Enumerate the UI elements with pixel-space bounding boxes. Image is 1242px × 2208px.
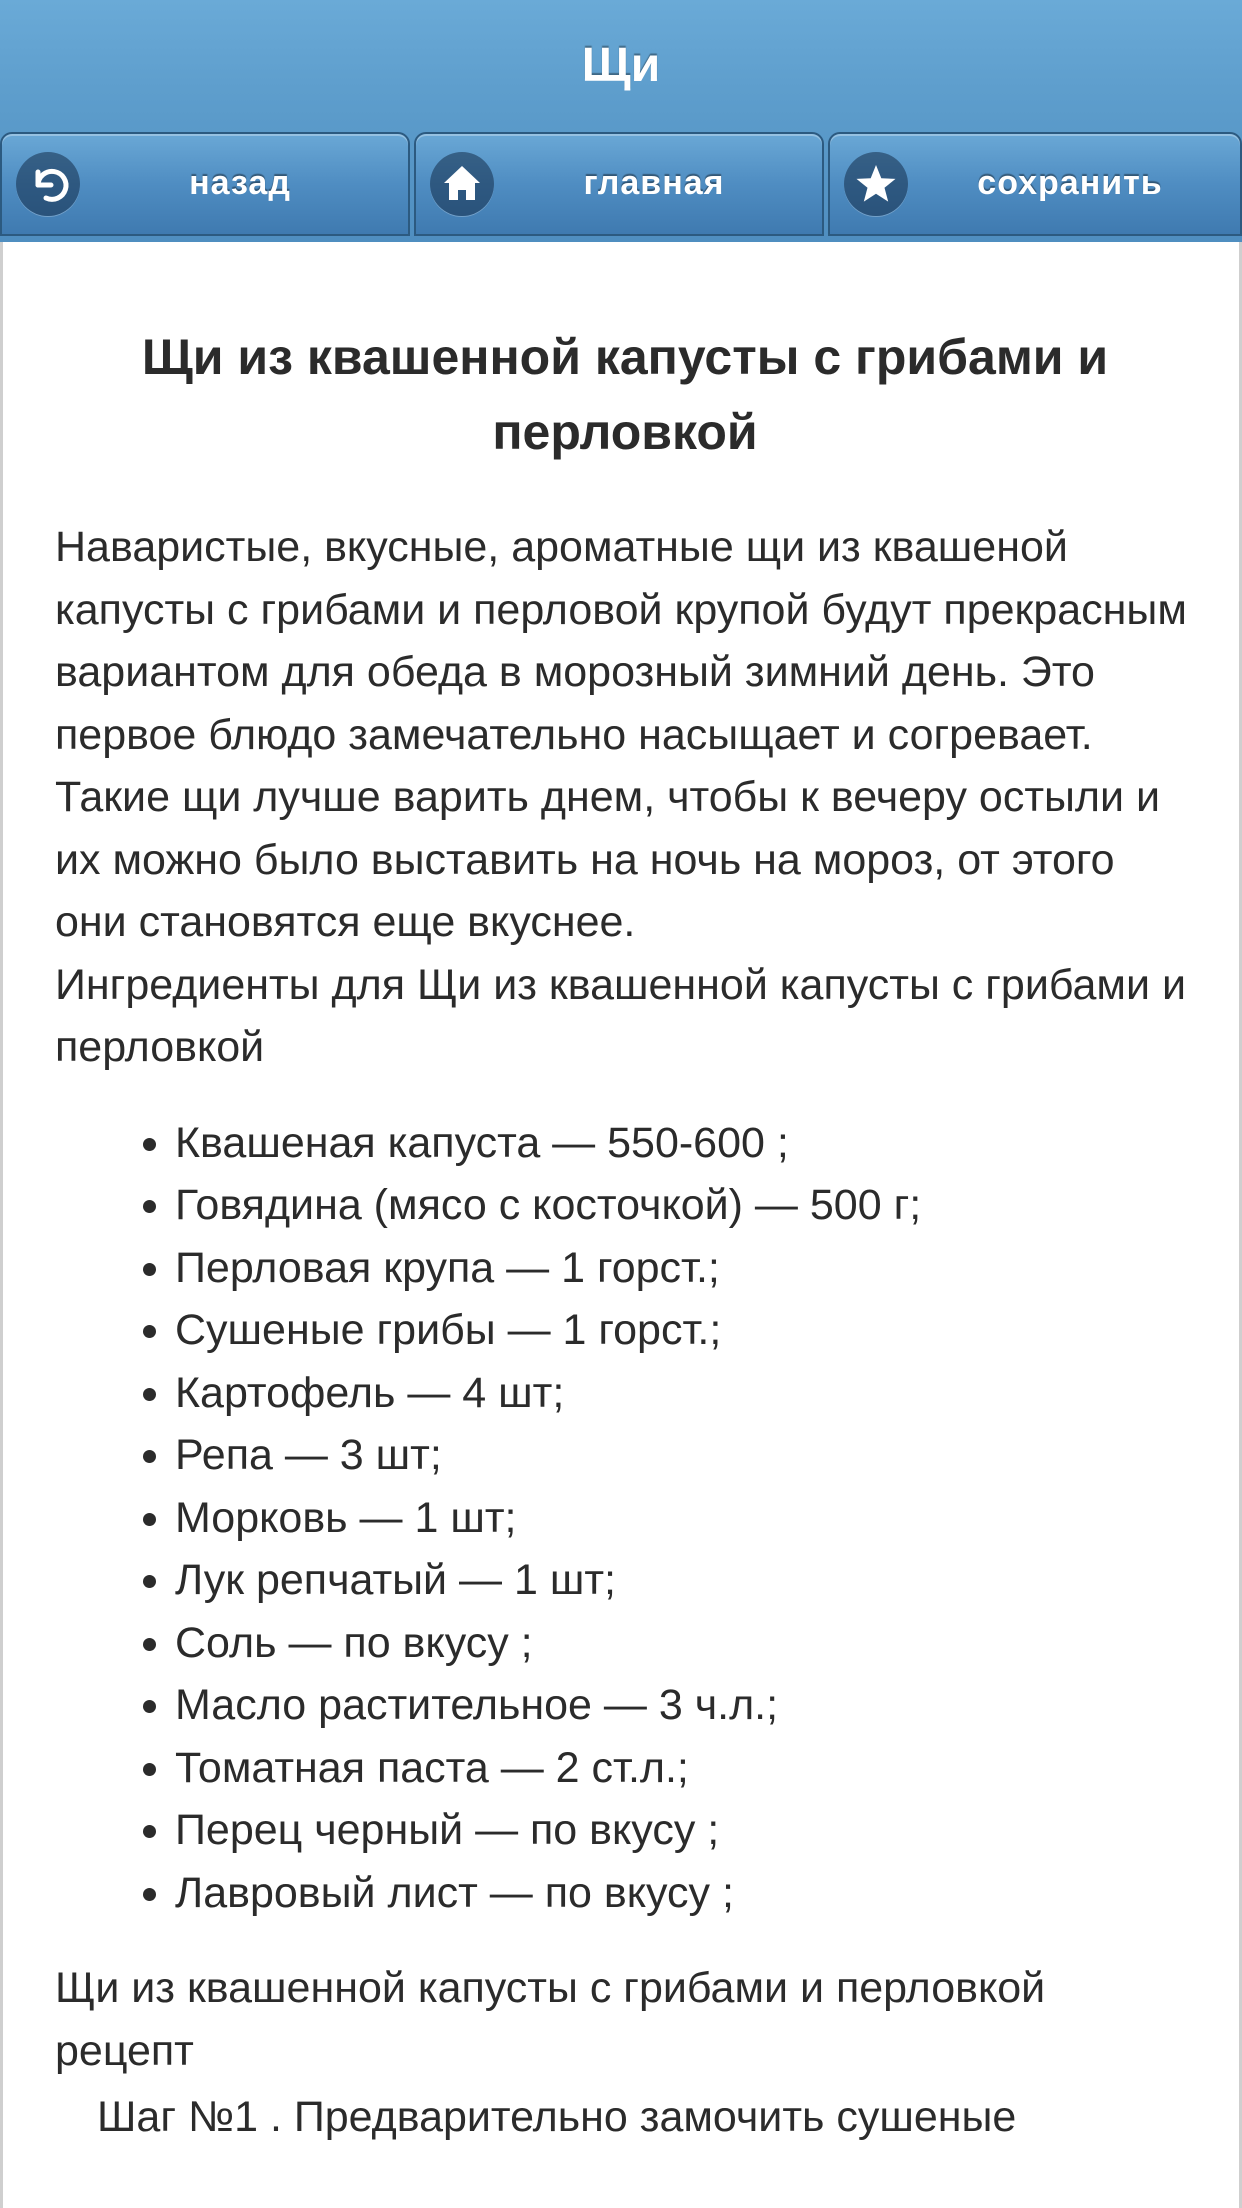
ingredient-item: • Масло растительное — 3 ч.л.; — [175, 1674, 1195, 1737]
ingredient-item: • Перец черный — по вкусу ; — [175, 1799, 1195, 1862]
ingredient-item: • Соль — по вкусу ; — [175, 1612, 1195, 1675]
ingredient-item: • Лавровый лист — по вкусу ; — [175, 1862, 1195, 1925]
page-title: Щи — [581, 39, 661, 92]
recipe-steps-heading: Щи из квашенной капусты с грибами и перловкой рецепт — [55, 1964, 1046, 2075]
save-button[interactable] — [828, 132, 1242, 236]
recipe-title: Щи из квашенной капусты с грибами и перловкой — [141, 329, 1109, 460]
ingredient-item: • Морковь — 1 шт; — [175, 1487, 1195, 1550]
save-button-label: сохранить — [977, 164, 1163, 202]
ingredient-item: • Лук репчатый — 1 шт; — [175, 1549, 1195, 1612]
ingredient-item: • Томатная паста — 2 ст.л.; — [175, 1737, 1195, 1800]
ingredients-heading: Ингредиенты для Щи из квашенной капусты с грибами и перловкой — [55, 960, 1186, 1071]
ingredient-item: • Репа — 3 шт; — [175, 1424, 1195, 1487]
recipe-step-1: Шаг №1 . Предварительно замочить сушеные — [97, 2093, 1017, 2141]
nav-bar — [0, 132, 1242, 238]
recipe-intro: Наваристые, вкусные, ароматные щи из квашеной капусты с грибами и перловой крупой будут прекрасным вариантом для обеда в морозный зимний день. Это первое блюдо замечательно насыщает и согревает. Такие щи лучше варить днем, чтобы к вечеру остыли и их можно было выставить на ночь на мороз, от этого они становятся еще вкуснее. — [55, 523, 1187, 946]
ingredient-item: • Говядина (мясо с косточкой) — 500 г; — [175, 1174, 1195, 1237]
ingredient-item: • Перловая крупа — 1 горст.; — [175, 1237, 1195, 1300]
article-body — [55, 242, 1195, 2149]
ingredient-item: • Картофель — 4 шт; — [175, 1362, 1195, 1425]
home-button-label: главная — [583, 164, 725, 202]
back-button-label: назад — [189, 164, 291, 202]
ingredient-item: • Сушеные грибы — 1 горст.; — [175, 1299, 1195, 1362]
ingredient-item: • Квашеная капуста — 550-600 ; — [175, 1112, 1195, 1175]
home-button[interactable] — [414, 132, 824, 236]
star-icon — [844, 152, 908, 216]
home-icon — [430, 152, 494, 216]
article-content — [0, 242, 1242, 2208]
ingredients-list — [55, 1112, 1195, 1925]
header-bar — [0, 0, 1242, 244]
back-arrow-icon — [16, 152, 80, 216]
back-button[interactable] — [0, 132, 410, 236]
